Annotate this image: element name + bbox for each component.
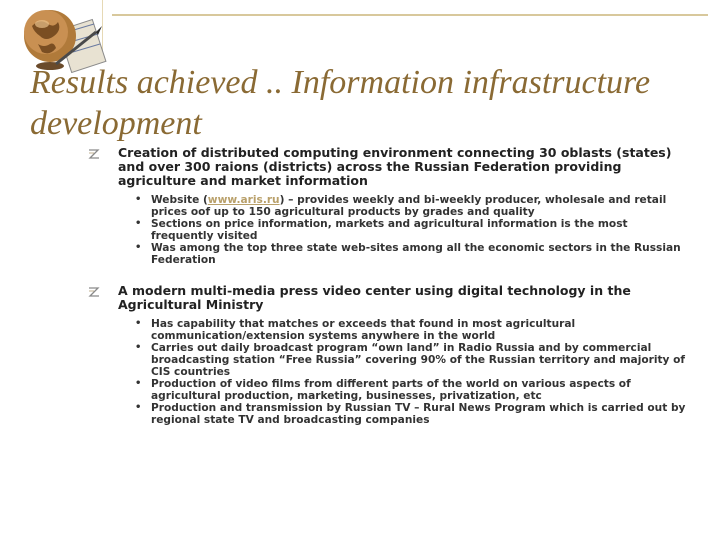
section-spacer [88, 266, 688, 284]
dot-bullet-icon: • [135, 194, 142, 205]
list-item [118, 378, 688, 402]
dot-bullet-icon: • [135, 218, 142, 229]
dot-bullet-icon: • [135, 402, 142, 413]
sub-list [118, 194, 688, 266]
section-item [88, 146, 688, 266]
list-item-text-post: ) – provides weekly and bi-weekly producer, wholesale and retail prices oof up to 150 agricultural products by grades and quality [151, 194, 667, 218]
list-item-text: Carries out daily broadcast program “own land” in Radio Russia and by commercial broadcasting station “Free Russia” covering 90% of the Russian territory and majority of CIS countries [151, 342, 686, 378]
top-rule [112, 14, 708, 16]
dot-bullet-icon: • [135, 378, 142, 389]
section-heading: A modern multi-media press video center using digital technology in the Agricultural Ministry [118, 283, 631, 312]
list-item [118, 242, 688, 266]
list-item-text: Sections on price information, markets and agricultural information is the most frequently visited [151, 218, 628, 242]
z-arrow-bullet-icon [88, 149, 100, 159]
list-item [118, 318, 688, 342]
z-arrow-bullet-icon [88, 287, 100, 297]
dot-bullet-icon: • [135, 242, 142, 253]
dot-bullet-icon: • [135, 318, 142, 329]
dot-bullet-icon: • [135, 342, 142, 353]
website-link[interactable]: www.aris.ru [207, 194, 280, 206]
list-item-text: Has capability that matches or exceeds that found in most agricultural communication/extension systems anywhere in the world [151, 318, 576, 342]
list-item [118, 194, 688, 218]
list-item [118, 218, 688, 242]
content-body [88, 146, 688, 426]
section-heading: Creation of distributed computing environment connecting 30 oblasts (states) and over 300 raions (districts) across the Russian Federation providing agriculture and market information [118, 145, 672, 188]
list-item-text: Production and transmission by Russian TV – Rural News Program which is carried out by regional state TV and broadcasting companies [151, 402, 686, 426]
list-item [118, 342, 688, 378]
list-item-text-pre: Website ( [151, 194, 208, 206]
slide-title: Results achieved .. Information infrastructure development [30, 64, 651, 142]
sub-list [118, 318, 688, 426]
list-item [118, 402, 688, 426]
list-item-text: Production of video films from different parts of the world on various aspects of agricultural production, marketing, businesses, privatization, etc [151, 378, 631, 402]
section-item [88, 284, 688, 426]
list-item-text: Was among the top three state web-sites among all the economic sectors in the Russian Federation [151, 242, 681, 266]
